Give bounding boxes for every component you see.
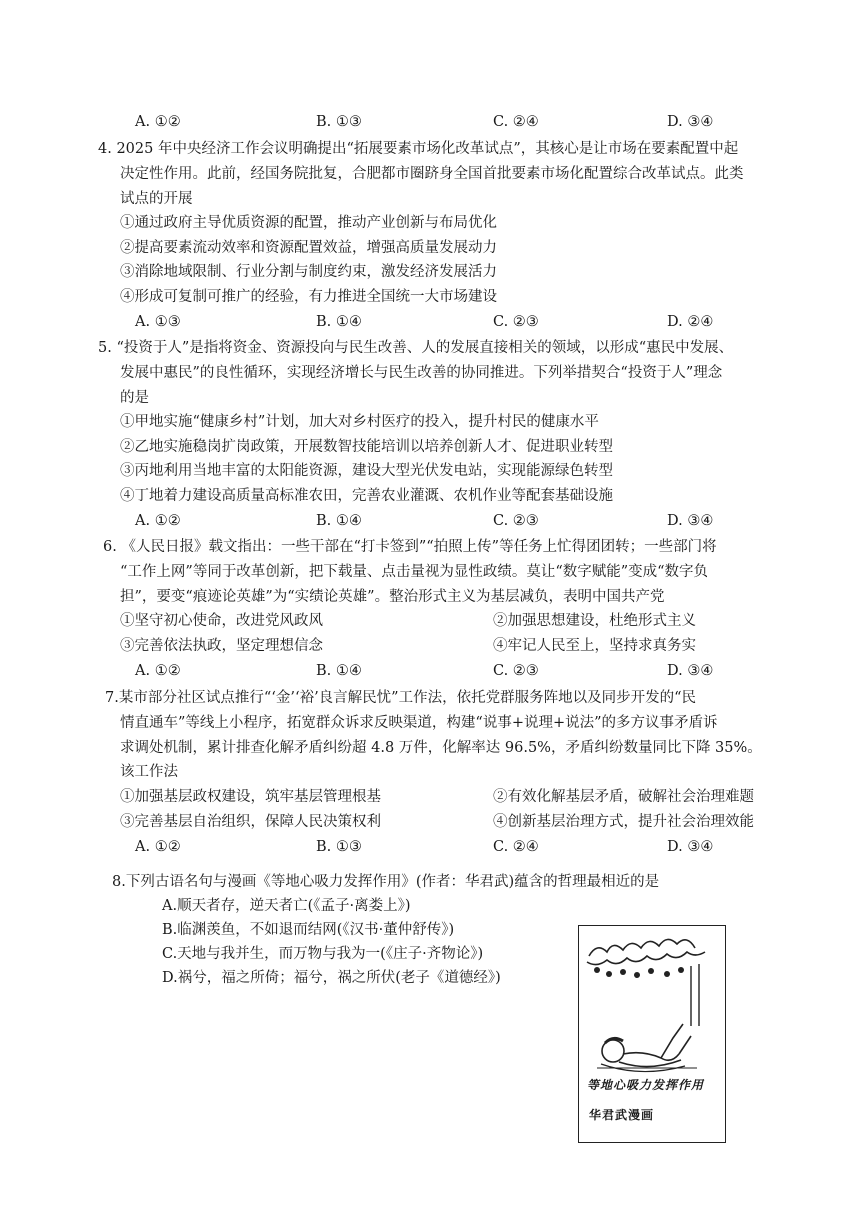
q8-choice-b: B.临渊羡鱼，不如退而结网(《汉书·董仲舒传》): [162, 922, 455, 938]
q6-option-d: D. ③④: [667, 663, 714, 679]
q5-stem-line-2: 发展中惠民”的良性循环，实现经济增长与民生改善的协同推进。下列举措契合“投资于人”理念: [120, 365, 723, 381]
q6-option-c: C. ②③: [493, 663, 539, 679]
q4-stem-line-3: 试点的开展: [120, 191, 193, 207]
q4-option-d: D. ②④: [667, 314, 714, 330]
q4-options: [0, 312, 868, 332]
cartoon-caption: 等地心吸力发挥作用: [587, 1078, 705, 1092]
q6-stem-line-2: “工作上网”等同于改革创新，把下载量、点击量视为显性政绩。莫让“数字赋能”变成“数字负: [120, 564, 709, 580]
q3-option-c: C. ②④: [493, 114, 539, 130]
q5-stem-line-3: 的是: [120, 390, 149, 406]
q6-item-4: ④牢记人民至上，坚持求真务实: [493, 638, 696, 654]
q5-option-a: A. ①②: [135, 513, 181, 529]
q8-choice-a: A.顺天者存，逆天者亡(《孟子·离娄上》): [162, 898, 411, 914]
q7-item-2: ②有效化解基层矛盾，破解社会治理难题: [493, 789, 754, 805]
q4-item-2: ②提高要素流动效率和资源配置效益，增强高质量发展动力: [120, 240, 497, 256]
tree-trunk: [691, 964, 699, 1026]
q6-item-2: ②加强思想建设，杜绝形式主义: [493, 613, 696, 629]
q8-stem: 8.下列古语名句与漫画《等地心吸力发挥作用》(作者：华君武)蕴含的哲理最相近的是: [112, 874, 660, 890]
q5-item-2: ②乙地实施稳岗扩岗政策，开展数智技能培训以培养创新人才、促进职业转型: [120, 439, 613, 455]
fruits: [594, 967, 684, 978]
q7-option-a: A. ①②: [135, 839, 181, 855]
q3-option-b: B. ①③: [316, 114, 362, 130]
q6-item-3: ③完善依法执政，坚定理想信念: [120, 638, 323, 654]
q5-option-c: C. ②③: [493, 513, 539, 529]
q5-options: [0, 511, 868, 531]
q5-stem-line-1: 5. “投资于人”是指将资金、资源投向与民生改善、人的发展直接相关的领域，以形成“惠民中发展、: [98, 340, 734, 356]
q4-option-b: B. ①④: [316, 314, 362, 330]
q6-item-1: ①坚守初心使命，改进党风政风: [120, 613, 323, 629]
q7-item-3: ③完善基层自治组织，保障人民决策权利: [120, 814, 381, 830]
q7-stem-line-1: 7.某市部分社区试点推行“‘金’‘裕’良言解民忧”工作法，依托党群服务阵地以及同步开发的“民: [105, 690, 697, 706]
q7-item-4: ④创新基层治理方式，提升社会治理效能: [493, 814, 754, 830]
reclining-figure: [597, 1024, 697, 1072]
cartoon-signature: 华君武漫画: [589, 1108, 655, 1122]
q7-stem-line-3: 求调处机制，累计排查化解矛盾纠纷超 4.8 万件，化解率达 96.5%，矛盾纠纷数量同比下降 35%。: [120, 740, 762, 756]
q6-option-a: A. ①②: [135, 663, 181, 679]
cartoon-frame: [578, 925, 726, 1143]
q3-option-d: D. ③④: [667, 114, 714, 130]
q4-option-a: A. ①③: [135, 314, 181, 330]
q5-item-1: ①甲地实施“健康乡村”计划，加大对乡村医疗的投入，提升村民的健康水平: [120, 414, 599, 430]
q7-option-b: B. ①③: [316, 839, 362, 855]
q8-choice-c: C.天地与我并生，而万物与我为一(《庄子·齐物论》): [162, 946, 484, 962]
q4-stem-line-2: 决定性作用。此前，经国务院批复，合肥都市圈跻身全国首批要素市场化配置综合改革试点。此类: [120, 166, 744, 182]
q7-option-c: C. ②④: [493, 839, 539, 855]
q4-stem-line-1: 4. 2025 年中央经济工作会议明确提出“拓展要素市场化改革试点”，其核心是让市场在要素配置中起: [98, 141, 739, 157]
q4-item-3: ③消除地域限制、行业分割与制度约束，激发经济发展活力: [120, 264, 497, 280]
q5-item-4: ④丁地着力建设高质量高标准农田，完善农业灌溉、农机作业等配套基础设施: [120, 488, 613, 504]
q3-options: [0, 112, 868, 132]
q5-option-d: D. ③④: [667, 513, 714, 529]
q4-item-4: ④形成可复制可推广的经验，有力推进全国统一大市场建设: [120, 289, 497, 305]
q7-stem-line-4: 该工作法: [120, 764, 178, 780]
q8-choice-d: D.祸兮，福之所倚；福兮，祸之所伏(老子《道德经》): [162, 970, 501, 986]
q4-option-c: C. ②③: [493, 314, 539, 330]
tree-canopy: [587, 939, 705, 964]
q3-option-a: A. ①②: [135, 114, 181, 130]
q6-option-b: B. ①④: [316, 663, 362, 679]
q7-options: [0, 837, 868, 857]
q4-item-1: ①通过政府主导优质资源的配置，推动产业创新与布局优化: [120, 215, 497, 231]
q7-option-d: D. ③④: [667, 839, 714, 855]
q6-stem-line-1: 6. 《人民日报》载文指出：一些干部在“打卡签到”“拍照上传”等任务上忙得团团转；一些部门将: [103, 539, 717, 555]
q5-item-3: ③丙地利用当地丰富的太阳能资源，建设大型光伏发电站，实现能源绿色转型: [120, 463, 613, 479]
q7-item-1: ①加强基层政权建设，筑牢基层管理根基: [120, 789, 381, 805]
q7-stem-line-2: 情直通车”等线上小程序，拓宽群众诉求反映渠道，构建“说事+说理+说法”的多方议事矛盾诉: [120, 715, 718, 731]
q6-options: [0, 661, 868, 681]
q6-stem-line-3: 担”，要变“痕迹论英雄”为“实绩论英雄”。整治形式主义为基层减负，表明中国共产党: [120, 589, 665, 605]
q5-option-b: B. ①④: [316, 513, 362, 529]
